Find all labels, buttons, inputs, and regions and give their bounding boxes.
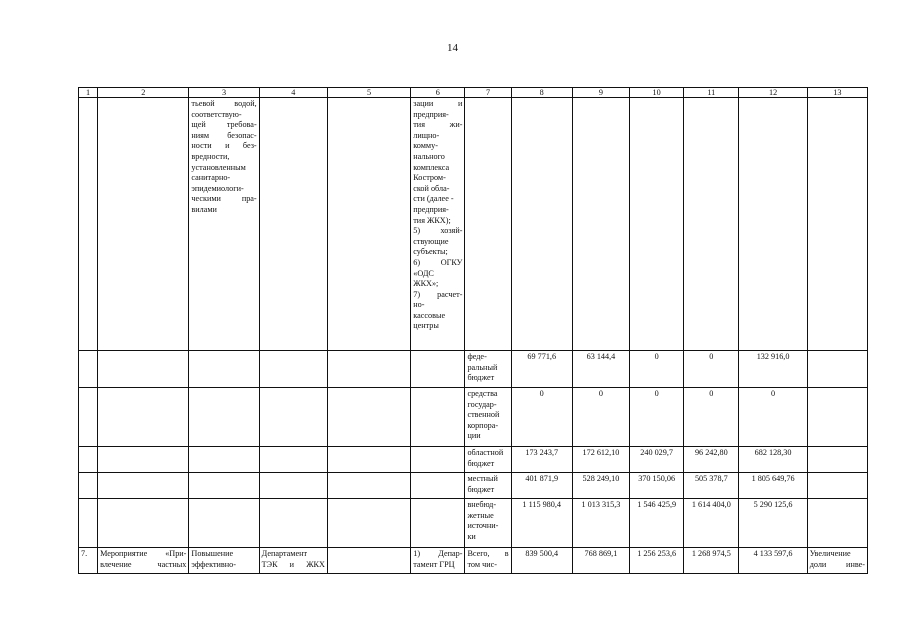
table-row [79,473,868,499]
value-col10: 370 150,06 [630,473,684,499]
cont-col6-text: зации и предприя- тия жи- лищно- комму- нального комплекса Костром- ской обла- сти (далее - предприя- тия ЖКХ); 5) хозяй- ствующие субъекты; 6) ОГКУ «ОДС ЖКХ»; 7) расчет- но- кассовые центры [411,98,465,351]
funding-source: феде- ральный бюджет [465,351,511,388]
header-cell-3: 3 [189,88,259,98]
table-row [79,351,868,388]
header-cell-1: 1 [79,88,98,98]
header-cell-9: 9 [572,88,629,98]
value-col11: 505 378,7 [684,473,739,499]
funding-source: Всего, в том чис- [465,548,511,574]
value-col9: 172 612,10 [572,447,629,473]
value-col10: 1 546 425,9 [630,499,684,548]
table-row [79,499,868,548]
value-col8: 173 243,7 [511,447,572,473]
value-col9: 768 869,1 [572,548,629,574]
continuation-row [79,98,868,351]
value-col12: 132 916,0 [739,351,807,388]
value-col12: 1 805 649,76 [739,473,807,499]
table-row [79,447,868,473]
value-col11: 0 [684,351,739,388]
funding-source: внебюд- жетные источни- ки [465,499,511,548]
funding-source: областной бюджет [465,447,511,473]
row-number: 7. [79,548,98,574]
value-col11: 0 [684,388,739,447]
value-col8: 0 [511,388,572,447]
value-col11: 96 242,80 [684,447,739,473]
header-cell-12: 12 [739,88,807,98]
page-number: 14 [447,42,458,54]
responsible-executor: Департамент ТЭК и ЖКХ [259,548,327,574]
value-col8: 839 500,4 [511,548,572,574]
value-col8: 401 871,9 [511,473,572,499]
value-col12: 682 128,30 [739,447,807,473]
value-col8: 69 771,6 [511,351,572,388]
expected-result: Увеличение доли инве- [807,548,867,574]
funding-source: местный бюджет [465,473,511,499]
program-table [78,87,868,574]
measure-goal: Повышение эффективно- [189,548,259,574]
header-cell-13: 13 [807,88,867,98]
header-cell-6: 6 [411,88,465,98]
funding-source: средства государ- ственной корпора- ции [465,388,511,447]
value-col11: 1 614 404,0 [684,499,739,548]
value-col11: 1 268 974,5 [684,548,739,574]
value-col12: 5 290 125,6 [739,499,807,548]
header-cell-7: 7 [465,88,511,98]
cont-col3-text: тьевой водой, соответствую- щей требова- ниям безопас- ности и без- вредности, установленным санитарно- эпидемиологи- ческими пра- вилами [189,98,259,351]
value-col12: 4 133 597,6 [739,548,807,574]
header-cell-8: 8 [511,88,572,98]
value-col9: 528 249,10 [572,473,629,499]
value-col10: 0 [630,351,684,388]
value-col10: 1 256 253,6 [630,548,684,574]
table-row-7 [79,548,868,574]
measure-name: Мероприятие «При- влечение частных [98,548,189,574]
header-cell-2: 2 [98,88,189,98]
header-cell-4: 4 [259,88,327,98]
value-col9: 1 013 315,3 [572,499,629,548]
value-col10: 0 [630,388,684,447]
value-col9: 0 [572,388,629,447]
value-col9: 63 144,4 [572,351,629,388]
header-cell-11: 11 [684,88,739,98]
value-col10: 240 029,7 [630,447,684,473]
table-row [79,388,868,447]
header-cell-10: 10 [630,88,684,98]
value-col12: 0 [739,388,807,447]
header-cell-5: 5 [327,88,410,98]
participants: 1) Депар- тамент ГРЦ [411,548,465,574]
value-col8: 1 115 980,4 [511,499,572,548]
header-row [79,88,868,98]
